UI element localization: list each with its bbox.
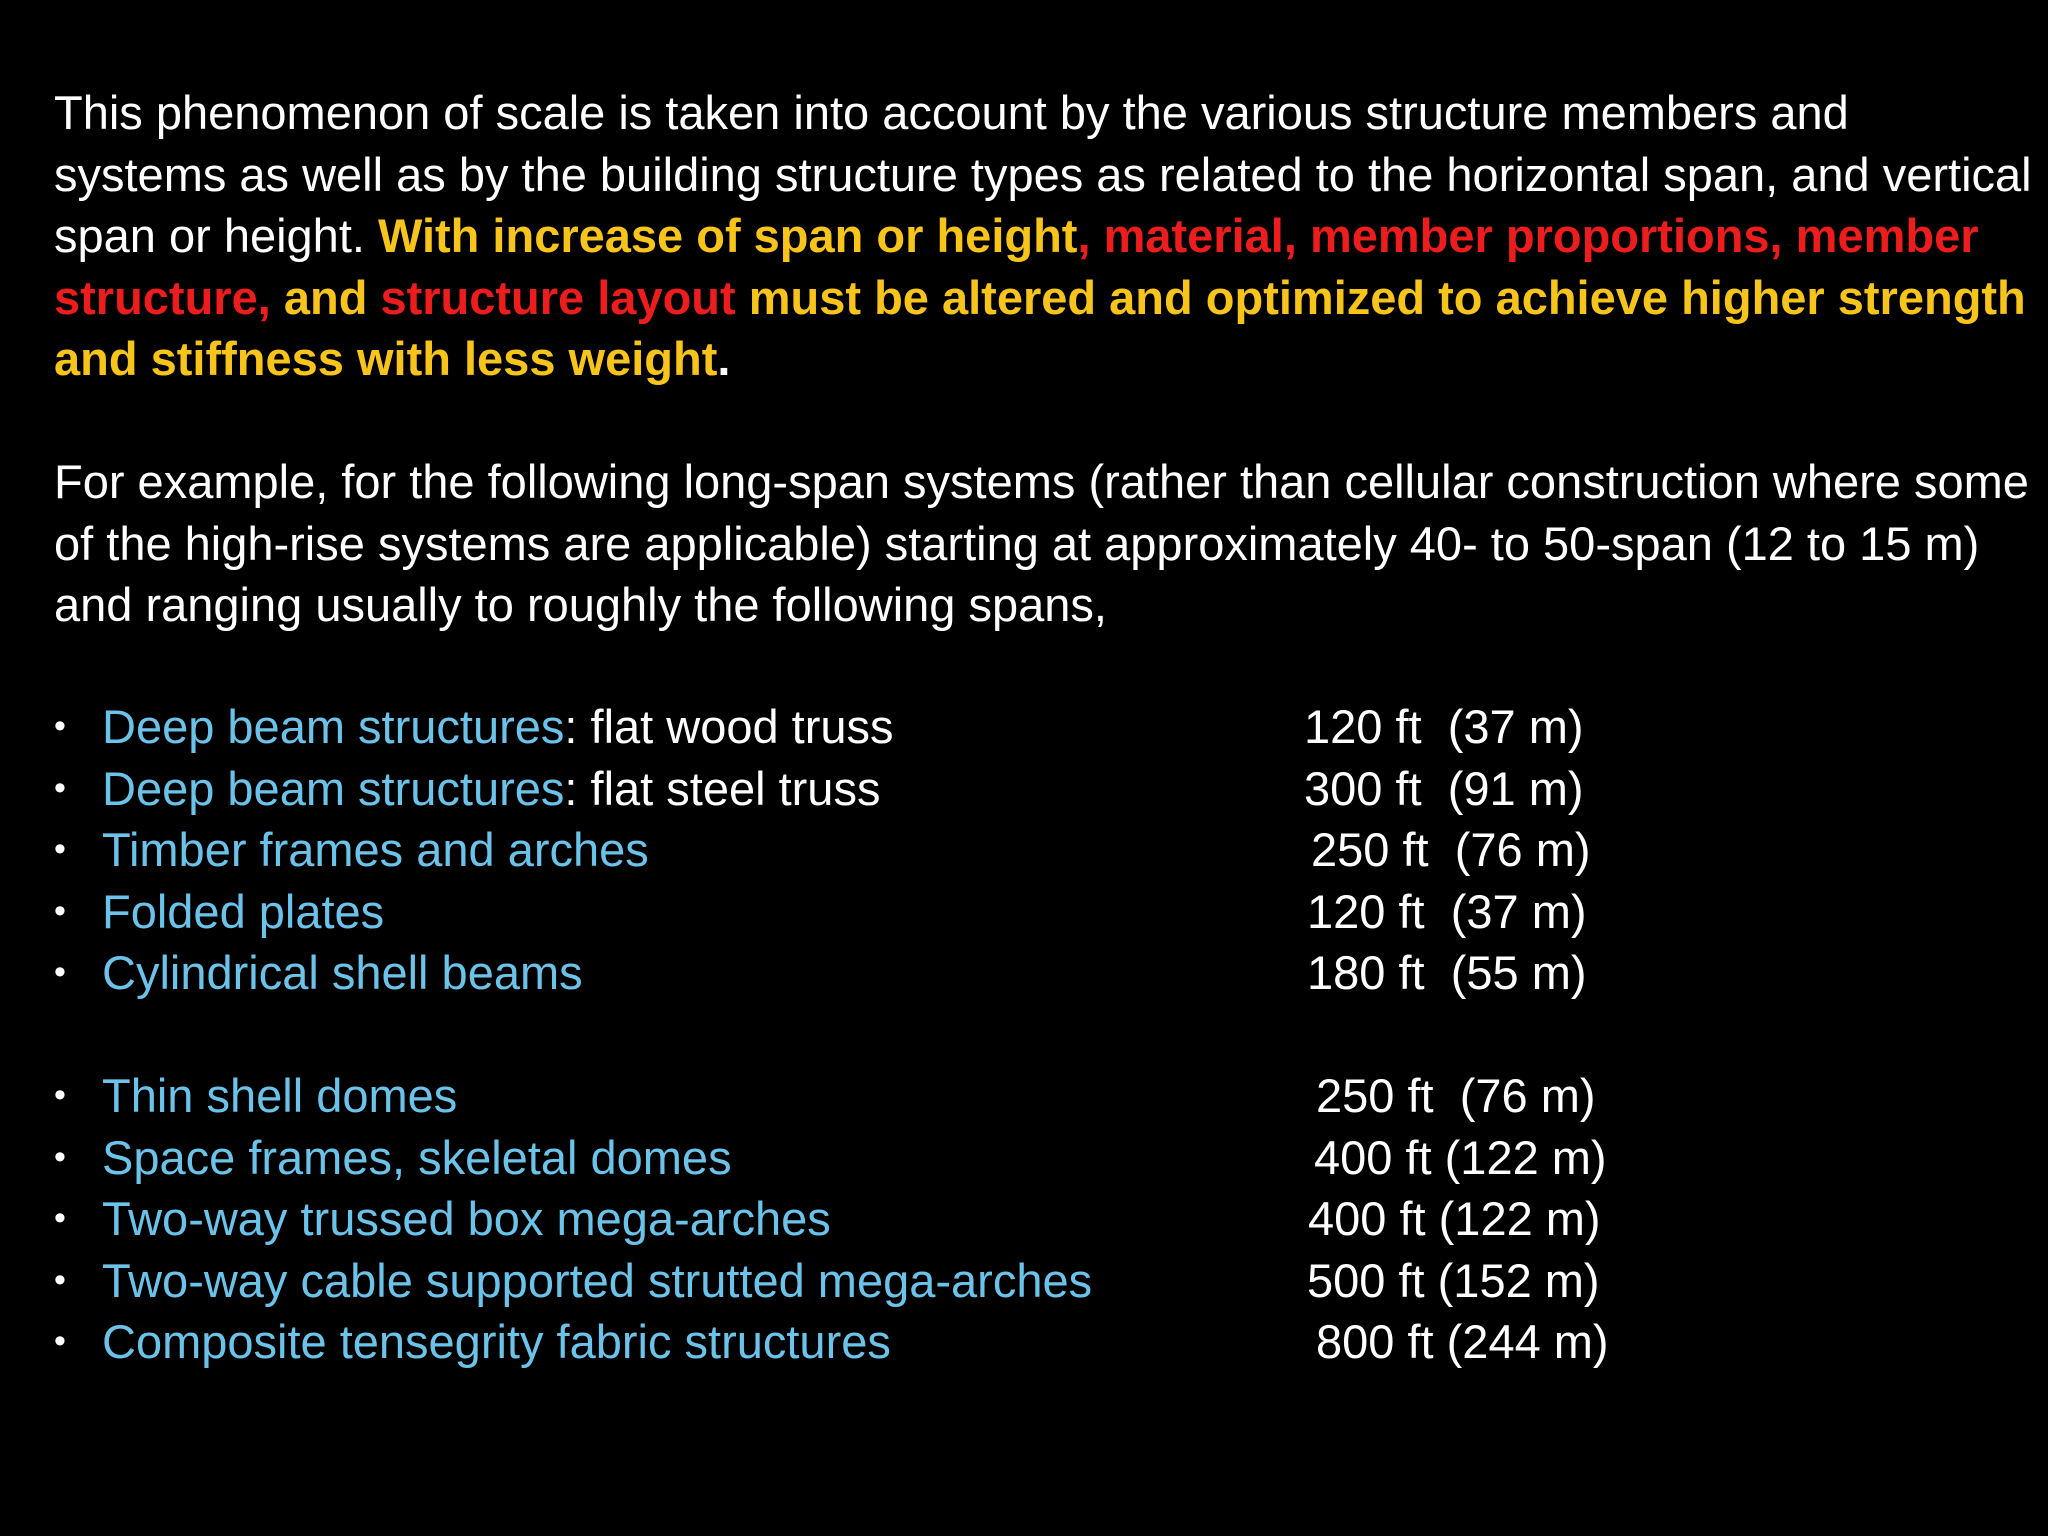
- list-item: [54, 1311, 1654, 1373]
- span-value: 250 ft (76 m): [1311, 823, 1591, 876]
- item-label: [102, 942, 583, 1004]
- bullet-icon: •: [54, 1137, 66, 1176]
- system-name: Two-way trussed box mega-arches: [102, 1192, 831, 1245]
- bullet-icon: •: [54, 1322, 66, 1360]
- system-name: Timber frames and arches: [102, 823, 649, 876]
- intro-paragraph: [54, 82, 2034, 390]
- span-value: 800 ft (244 m): [1316, 1315, 1609, 1368]
- item-label: [102, 696, 894, 758]
- list-item: [54, 1250, 1654, 1312]
- list-item: [54, 1065, 1654, 1127]
- list-item: [54, 1188, 1654, 1250]
- list-item: [54, 758, 1654, 820]
- system-name: Two-way cable supported strutted mega-arches: [102, 1253, 1093, 1307]
- span-value: 500 ft (152 m): [1307, 1253, 1600, 1307]
- list-item: [54, 942, 1654, 1004]
- bullet-icon: •: [54, 768, 66, 807]
- highlight-material-member: , material, member proportions, member structure,: [54, 209, 1979, 324]
- system-detail: : flat wood truss: [564, 700, 894, 753]
- span-value: 250 ft (76 m): [1316, 1069, 1596, 1122]
- span-list-2: [54, 1065, 1654, 1373]
- list-item: [54, 696, 1654, 758]
- list-item: [54, 881, 1654, 943]
- highlight-structure-layout: structure layout: [380, 270, 736, 324]
- bullet-icon: •: [54, 707, 66, 745]
- span-value: 120 ft (37 m): [1304, 700, 1584, 753]
- item-label: [102, 1311, 891, 1373]
- item-label: [102, 1127, 732, 1189]
- system-name: Cylindrical shell beams: [102, 946, 583, 999]
- bullet-icon: •: [54, 1076, 66, 1114]
- item-label: [102, 758, 880, 820]
- item-label: [102, 881, 384, 943]
- span-value: 180 ft (55 m): [1307, 946, 1587, 999]
- highlight-and: and: [270, 270, 381, 324]
- span-value: 400 ft (122 m): [1308, 1192, 1601, 1245]
- system-name: Deep beam structures: [102, 700, 565, 753]
- bullet-icon: •: [54, 1260, 66, 1299]
- bullet-icon: •: [54, 891, 66, 930]
- span-value: 400 ft (122 m): [1314, 1130, 1607, 1184]
- bullet-icon: •: [54, 953, 66, 991]
- span-list-1: [54, 696, 1654, 1004]
- item-label: [102, 819, 649, 881]
- system-name: Deep beam structures: [102, 761, 565, 815]
- highlight-span-height: With increase of span or height: [378, 209, 1078, 262]
- system-name: Space frames, skeletal domes: [102, 1130, 732, 1184]
- intro-period: .: [717, 332, 731, 385]
- item-label: [102, 1065, 457, 1127]
- system-name: Composite tensegrity fabric structures: [102, 1315, 891, 1368]
- system-name: Thin shell domes: [102, 1069, 458, 1122]
- list-item: [54, 819, 1654, 881]
- span-value: 120 ft (37 m): [1307, 884, 1587, 938]
- system-detail: : flat steel truss: [564, 761, 881, 815]
- bullet-icon: •: [54, 830, 66, 868]
- item-label: [102, 1250, 1092, 1312]
- highlight-must-be-altered: must be altered and optimized to achieve higher strength and stiffness with less weight: [54, 270, 2026, 385]
- list-item: [54, 1127, 1654, 1189]
- system-name: Folded plates: [102, 884, 385, 938]
- span-value: 300 ft (91 m): [1304, 761, 1584, 815]
- intro-text: This phenomenon of scale is taken into account by the various structure members and systems as well as by the building structure types as related to the horizontal span, and vertical span or height.: [54, 86, 2032, 262]
- example-paragraph: For example, for the following long-span systems (rather than cellular construction where some of the high-rise systems are applicable) starting at approximately 40- to 50-span (12 to 15 m) and ranging usually to roughly the following spans,: [54, 455, 2029, 631]
- item-label: [102, 1188, 831, 1250]
- bullet-icon: •: [54, 1199, 66, 1237]
